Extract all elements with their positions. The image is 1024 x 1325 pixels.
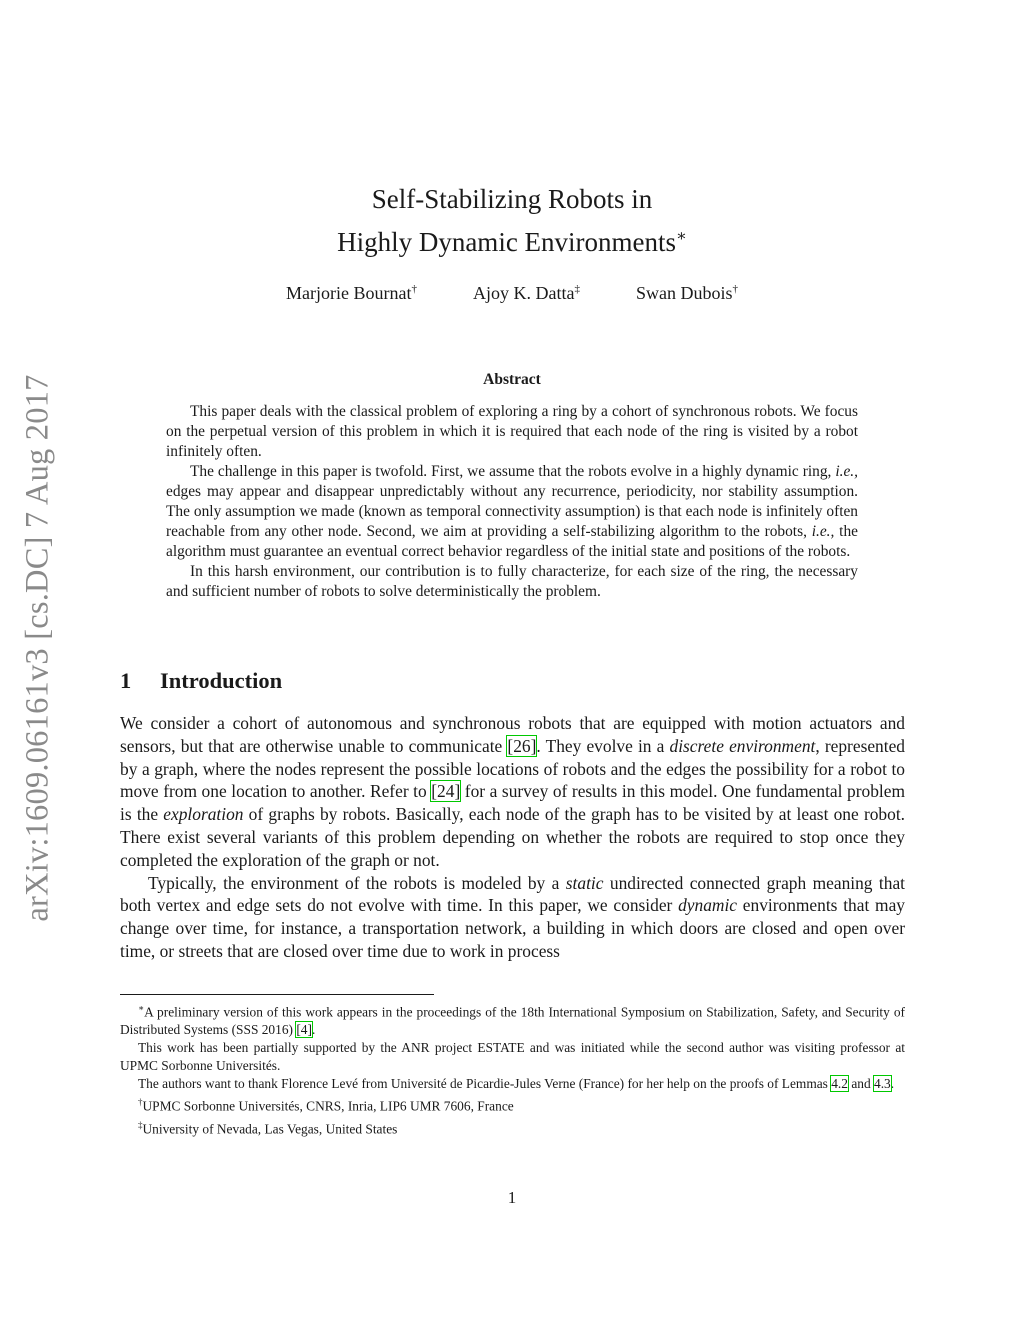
text-span: . They evolve in a [536,735,670,756]
footnote-mark: ∗ [138,1003,145,1013]
text-span: the algorithm must guarantee an eventual correct behavior regardless of the initial state and positions of the robots. [166,523,858,560]
text-span: Typically, the environment of the robots is modeled by a [148,872,566,893]
citation-link-26[interactable]: [26] [507,735,537,756]
section-title: Introduction [160,668,283,693]
author [636,283,738,304]
arxiv-stamp: arXiv:1609.06161v3 [cs.DC] 7 Aug 2017 [19,374,56,922]
text-span: undirected connected graph meaning that both vertex and edge sets do not evolve with time. In this paper, we consider [120,872,905,916]
text-span: . [311,1022,316,1038]
footnotes [120,999,905,1138]
text-span: We consider a cohort of autonomous and synchronous robots that are equipped with motion actuators and sensors, but that are otherwise unable to communicate [120,713,905,756]
abstract-body [166,402,858,602]
footnote-3 [120,1075,905,1093]
abstract-heading: Abstract [483,371,541,388]
ie-abbrev: i.e., [811,523,835,540]
text-span: and [847,1076,875,1092]
footnote-affiliation-2 [120,1116,905,1138]
affiliation-mark[interactable]: † [732,283,738,295]
introduction-body [120,712,905,963]
affiliation-mark[interactable]: ‡ [574,283,580,295]
paper-title [0,180,1024,261]
text-span: A preliminary version of this work appears in the proceedings of the 18th International Symposium on Stabilization, Safety, and Security of Distributed Systems (SSS 2016) [120,1004,905,1038]
title-line-2-text: Highly Dynamic Environments [337,227,677,257]
footnote-1 [120,999,905,1039]
abstract-paragraph-3: In this harsh environment, our contribution is to fully characterize, for each size of the ring, the necessary and sufficient number of robots to solve deterministically the problem. [166,563,858,600]
text-span: The authors want to thank Florence Levé from Université de Picardie-Jules Verne (France) for her help on the proofs of Lemmas [138,1076,832,1092]
emphasis-exploration: exploration [163,804,244,825]
text-span: edges may appear and disappear unpredictably without any recurrence, periodicity, nor stability assumption. The only assumption we made (known as temporal connectivity assumption) is that each node is infinitely often reachable from any other node. Second, we aim at providing a self-stabilizing algorithm to the robots, [166,483,858,540]
section-number: 1 [120,668,132,693]
footnote-mark: † [138,1097,143,1108]
author [473,283,580,304]
emphasis-dynamic: dynamic [678,895,738,916]
author-name: Swan Dubois [635,283,733,303]
title-line-2 [0,218,1024,261]
author-name: Marjorie Bournat [286,283,412,303]
text-span: . [890,1076,895,1092]
section-heading-introduction [120,668,282,694]
text-span: UPMC Sorbonne Universités, CNRS, Inria, LIP6 UMR 7606, France [142,1098,514,1114]
ie-abbrev: i.e., [835,463,858,480]
citation-link-4[interactable]: [4] [296,1022,312,1038]
emphasis-discrete-environment: discrete environment [669,735,816,756]
emphasis-static: static [565,872,604,893]
text-span: The challenge in this paper is twofold. First, we assume that the robots evolve in a highly dynamic ring, [190,463,836,480]
page-number: 1 [507,1188,517,1207]
body-paragraph-2 [120,872,905,963]
title-footnote-mark[interactable]: ∗ [676,228,687,245]
text-span: , represented by a graph, where the nodes represent the possible locations of robots and the edges the possibility for a robot to move from one location to another. Refer to [120,735,905,802]
text-span: for a survey of results in this model. One fundamental problem is the [120,781,905,825]
footnote-rule [120,994,434,995]
text-span: environments that may change over time, for instance, a transportation network, a building in which doors are closed and open over time, or streets that are closed over time due to work in process [120,895,905,961]
text-span: University of Nevada, Las Vegas, United States [142,1121,398,1137]
author-list [0,283,1024,304]
lemma-link-4-2[interactable]: 4.2 [831,1076,848,1092]
author-name: Ajoy K. Datta [472,283,575,303]
author [286,283,417,304]
lemma-link-4-3[interactable]: 4.3 [874,1076,891,1092]
text-span: of graphs by robots. Basically, each node of the graph has to be visited by at least one robot. There exist several variants of this problem depending on whether the robots are required to stop once they completed the exploration of the graph or not. [120,804,905,870]
citation-link-24[interactable]: [24] [431,781,461,802]
affiliation-mark[interactable]: † [411,283,417,295]
abstract-paragraph-2 [166,462,858,562]
footnote-2: This work has been partially supported by the ANR project ESTATE and was initiated while the second author was visiting professor at UPMC Sorbonne Universités. [120,1040,905,1074]
abstract-paragraph-1: This paper deals with the classical problem of exploring a ring by a cohort of synchronous robots. We focus on the perpetual version of this problem in which it is required that each node of the ring is visited by a robot infinitely often. [166,403,858,460]
title-line-1: Self-Stabilizing Robots in [371,184,653,214]
footnote-mark: ‡ [138,1119,143,1130]
footnote-affiliation-1 [120,1093,905,1115]
body-paragraph-1 [120,712,905,872]
